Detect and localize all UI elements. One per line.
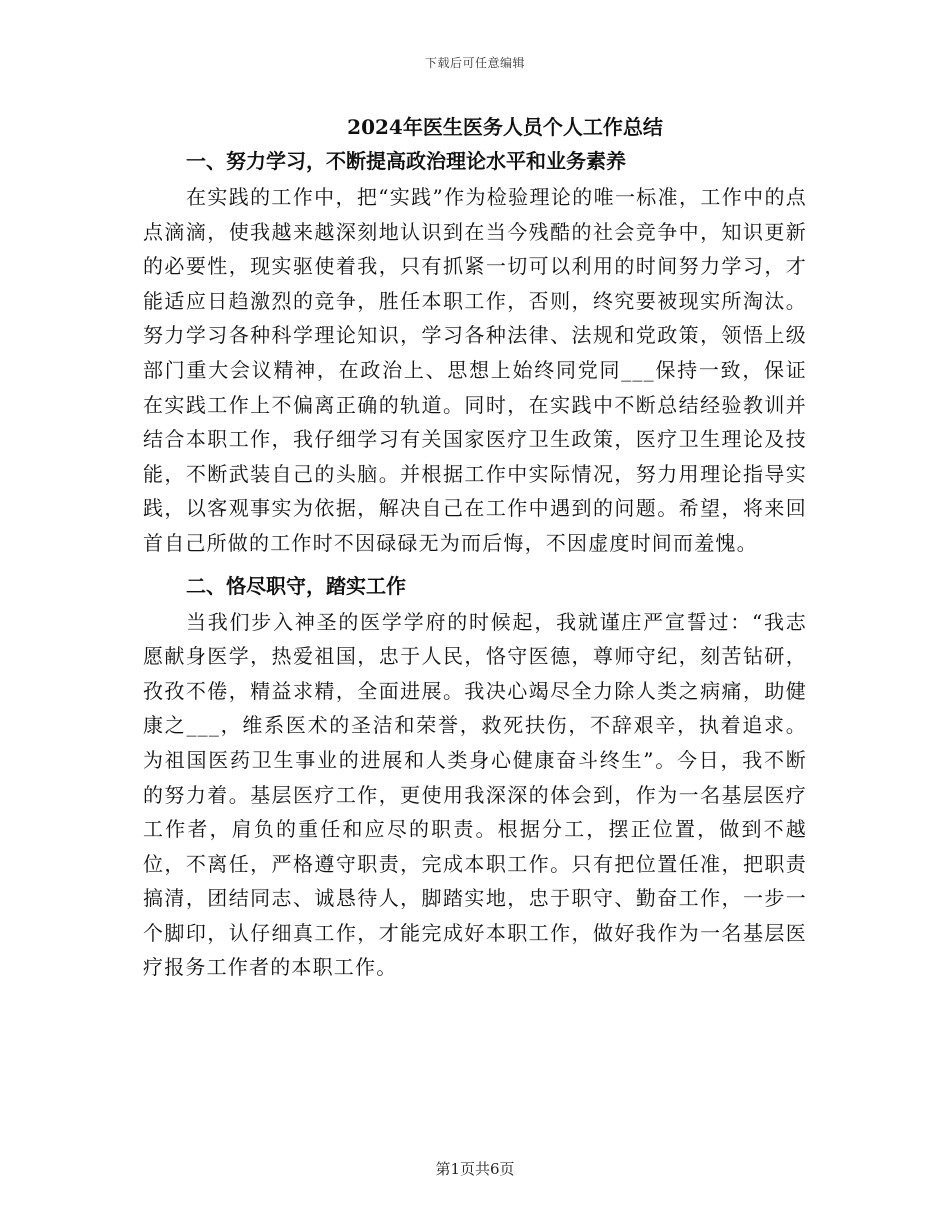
section-heading-2: 二、恪尽职守，踏实工作 xyxy=(186,573,406,598)
document-title: 2024年医生医务人员个人工作总结 xyxy=(347,115,663,139)
header-note: 下载后可任意编辑 xyxy=(424,56,525,70)
section-paragraph-2: 当我们步入神圣的医学学府的时候起，我就谨庄严宣誓过：“我志愿献身医学，热爱祖国，忠于人民，恪守医德，尊师守纪，刻苦钻研，孜孜不倦，精益求精，全面进展。我决心竭尽全力除人类之病痛，助健康之___，维系医术的圣洁和荣誉，救死扶伤，不辞艰辛，执着追求。为祖国医药卫生事业的进展和人类身心健康奋斗终生”。今日，我不断的努力着。基层医疗工作，更使用我深深的体会到，作为一名基层医疗工作者，肩负的重任和应尽的职责。根据分工，摆正位置，做到不越位，不离任，严格遵守职责，完成本职工作。只有把位置任准，把职责搞清，团结同志、诚恳待人，脚踏实地，忠于职守、勤奋工作，一步一个脚印，认仔细真工作，才能完成好本职工作，做好我作为一名基层医疗报务工作者的本职工作。 xyxy=(143,609,807,980)
section-heading-1: 一、努力学习，不断提高政治理论水平和业务素养 xyxy=(186,149,626,173)
section-paragraph-1: 在实践的工作中，把“实践”作为检验理论的唯一标准，工作中的点点滴滴，使我越来越深刻地认识到在当今残酷的社会竞争中，知识更新的必要性，现实驱使着我，只有抓紧一切可以利用的时间努力学习，才能适应日趋激烈的竞争，胜任本职工作，否则，终究要被现实所淘汰。努力学习各种科学理论知识，学习各种法律、法规和党政策，领悟上级部门重大会议精神，在政治上、思想上始终同党同___保持一致，保证在实践工作上不偏离正确的轨道。同时，在实践中不断总结经验教训并结合本职工作，我仔细学习有关国家医疗卫生政策，医疗卫生理论及技能，不断武装自己的头脑。并根据工作中实际情况，努力用理论指导实践，以客观事实为依据，解决自己在工作中遇到的问题。希望，将来回首自己所做的工作时不因碌碌无为而后悔，不因虚度时间而羞愧。 xyxy=(143,185,807,555)
page-footer: 第1页共6页 xyxy=(435,1160,515,1178)
document-content xyxy=(143,110,807,985)
